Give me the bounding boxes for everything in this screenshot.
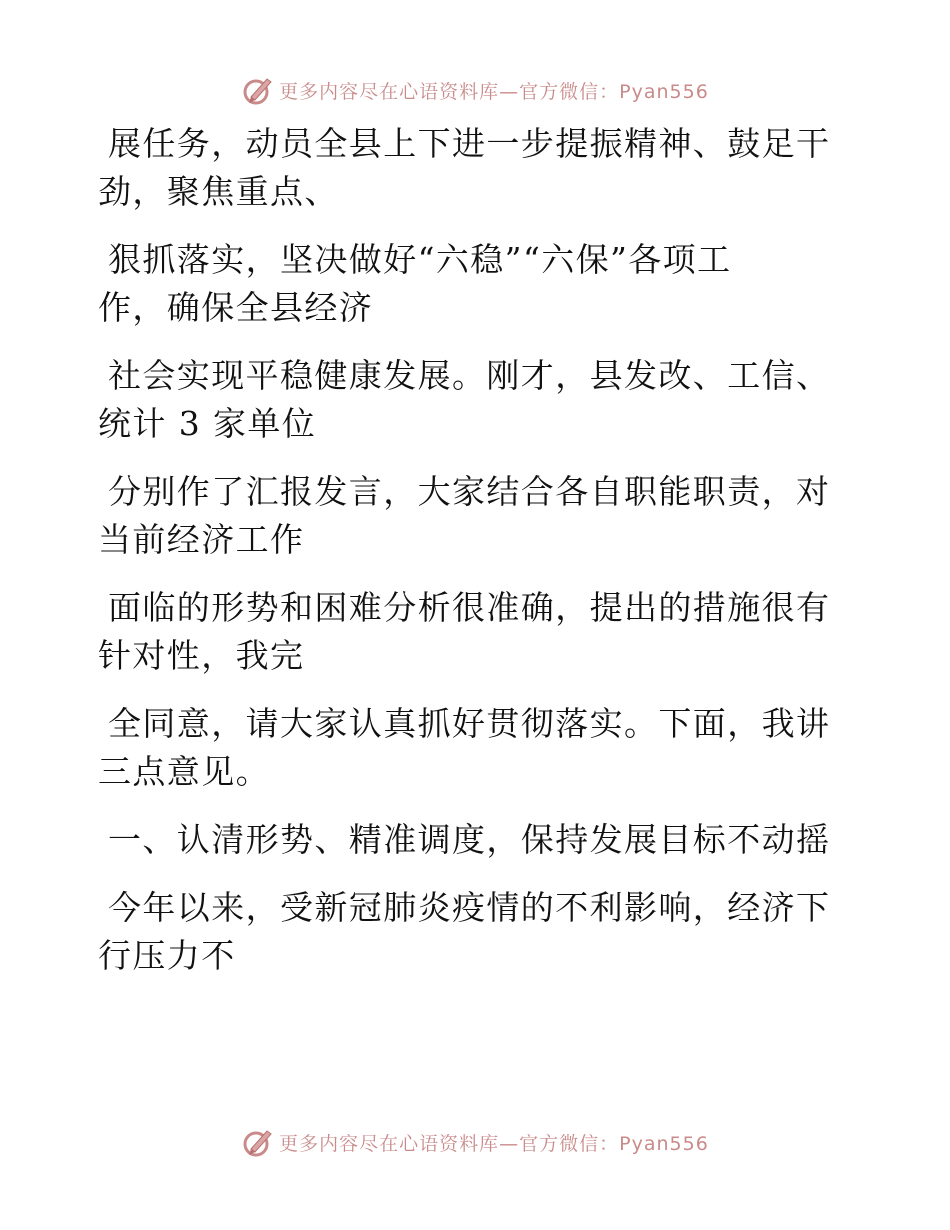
footer-watermark-banner	[0, 1120, 950, 1164]
footer-watermark-text: 更多内容尽在心语资料库—官方微信：Pyan556	[279, 1132, 709, 1155]
paragraph	[98, 120, 838, 216]
document-body	[98, 120, 838, 1000]
text-line: 面临的形势和困难分析很准确，提出的措施很有	[108, 588, 831, 627]
text-line: 统计 3 家单位	[98, 404, 317, 443]
text-line: 分别作了汇报发言，大家结合各自职能职责，对	[108, 472, 831, 511]
pen-logo-icon	[241, 73, 275, 107]
paragraph	[98, 700, 838, 796]
text-line: 今年以来，受新冠肺炎疫情的不利影响，经济下	[108, 888, 831, 927]
text-line: 社会实现平稳健康发展。刚才，县发改、工信、	[108, 356, 831, 395]
pen-logo-icon	[241, 1125, 275, 1159]
text-line: 劲，聚焦重点、	[98, 172, 339, 211]
text-line: 全同意，请大家认真抓好贯彻落实。下面，我讲	[108, 704, 831, 743]
paragraph	[98, 352, 838, 448]
text-line: 作，确保全县经济	[98, 288, 374, 327]
text-line: 狠抓落实，坚决做好“六稳”“六保”各项工	[108, 240, 732, 279]
text-line: 一、认清形势、精准调度，保持发展目标不动摇	[108, 820, 831, 859]
paragraph	[98, 884, 838, 980]
text-line: 针对性，我完	[98, 636, 305, 675]
header-watermark-text: 更多内容尽在心语资料库—官方微信：Pyan556	[279, 80, 709, 103]
paragraph	[98, 584, 838, 680]
text-line: 当前经济工作	[98, 520, 305, 559]
text-line: 展任务，动员全县上下进一步提振精神、鼓足干	[108, 124, 831, 163]
text-line: 行压力不	[98, 936, 236, 975]
text-line: 三点意见。	[98, 752, 270, 791]
paragraph	[98, 468, 838, 564]
header-watermark-banner	[0, 68, 950, 112]
paragraph	[98, 236, 838, 332]
section-heading	[98, 816, 838, 864]
